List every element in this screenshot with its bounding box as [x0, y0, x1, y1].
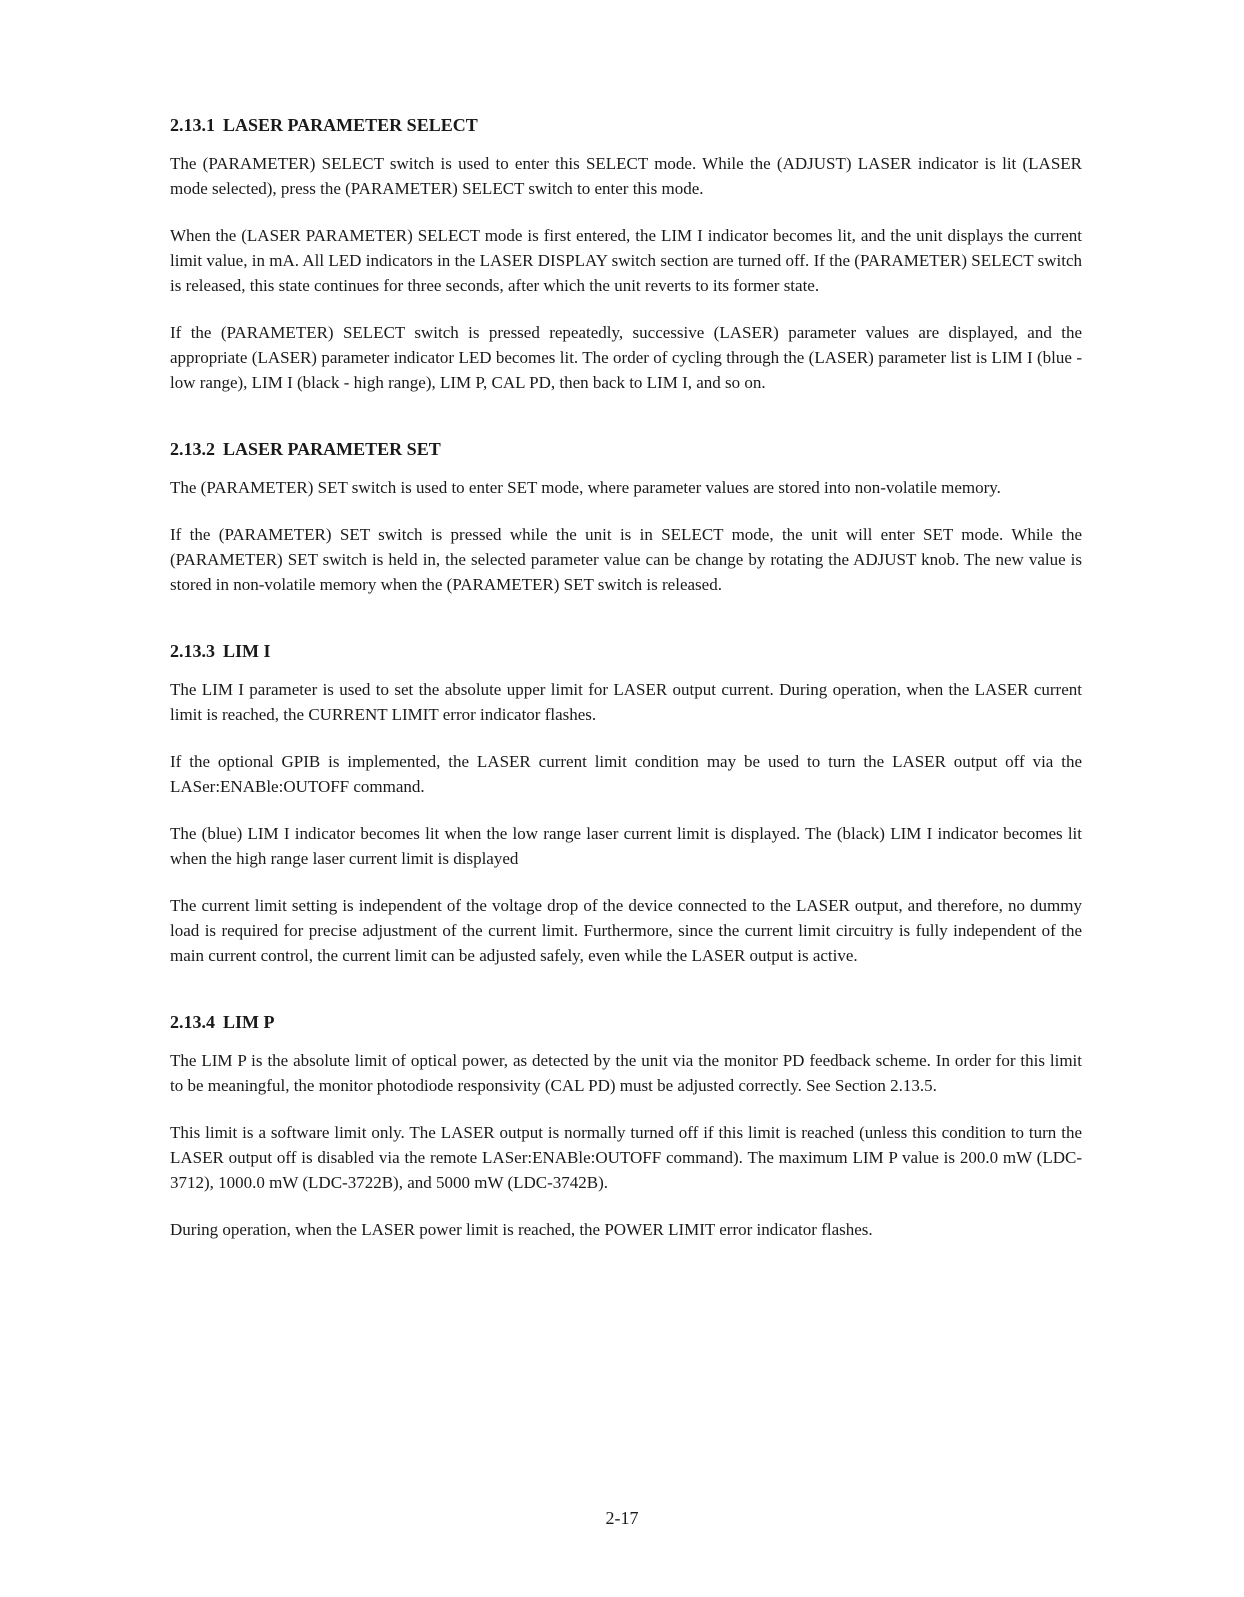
paragraph: If the (PARAMETER) SET switch is pressed while the unit is in SELECT mode, the unit will enter SET mode. While the (PARAMETER) SET switch is held in, the selected parameter value can be change by rotating the ADJUST knob. The new value is stored in non-volatile memory when the (PARAMETER) SET switch is released. — [170, 525, 1082, 594]
section-laser-parameter-set — [170, 437, 1082, 597]
paragraph: The current limit setting is independent of the voltage drop of the device connected to the LASER output, and therefore, no dummy load is required for precise adjustment of the current limit. Furthermore, since the current limit circuitry is fully independent of the main current control, the current limit can be adjusted safely, even while the LASER output is active. — [170, 896, 1082, 965]
page-number: 2-17 — [605, 1508, 639, 1528]
section-heading — [170, 1010, 1082, 1034]
section-heading — [170, 113, 1082, 137]
section-laser-parameter-select — [170, 113, 1082, 395]
paragraph: The LIM I parameter is used to set the absolute upper limit for LASER output current. During operation, when the LASER current limit is reached, the CURRENT LIMIT error indicator flashes. — [170, 680, 1082, 724]
section-title: LASER PARAMETER SET — [223, 439, 441, 459]
paragraph: The (blue) LIM I indicator becomes lit when the low range laser current limit is displayed. The (black) LIM I indicator becomes lit when the high range laser current limit is displayed — [170, 824, 1082, 868]
section-number: 2.13.4 — [170, 1012, 215, 1032]
document-page — [170, 113, 1082, 1284]
section-heading — [170, 639, 1082, 663]
section-lim-i — [170, 639, 1082, 968]
section-title: LIM P — [223, 1012, 275, 1032]
paragraph: If the (PARAMETER) SELECT switch is pressed repeatedly, successive (LASER) parameter values are displayed, and the appropriate (LASER) parameter indicator LED becomes lit. The order of cycling through the (LASER) parameter list is LIM I (blue - low range), LIM I (black - high range), LIM P, CAL PD, then back to LIM I, and so on. — [170, 323, 1082, 392]
paragraph: If the optional GPIB is implemented, the LASER current limit condition may be used to turn the LASER output off via the LASer:ENABle:OUTOFF command. — [170, 752, 1082, 796]
section-number: 2.13.1 — [170, 115, 215, 135]
paragraph: When the (LASER PARAMETER) SELECT mode is first entered, the LIM I indicator becomes lit, and the unit displays the current limit value, in mA. All LED indicators in the LASER DISPLAY switch section are turned off. If the (PARAMETER) SELECT switch is released, this state continues for three seconds, after which the unit reverts to its former state. — [170, 226, 1082, 295]
section-number: 2.13.3 — [170, 641, 215, 661]
section-title: LASER PARAMETER SELECT — [223, 115, 478, 135]
section-title: LIM I — [223, 641, 271, 661]
section-number: 2.13.2 — [170, 439, 215, 459]
paragraph: The LIM P is the absolute limit of optical power, as detected by the unit via the monitor PD feedback scheme. In order for this limit to be meaningful, the monitor photodiode responsivity (CAL PD) must be adjusted correctly. See Section 2.13.5. — [170, 1051, 1082, 1095]
paragraph: The (PARAMETER) SET switch is used to enter SET mode, where parameter values are stored into non-volatile memory. — [170, 478, 1001, 497]
paragraph: The (PARAMETER) SELECT switch is used to enter this SELECT mode. While the (ADJUST) LASER indicator is lit (LASER mode selected), press the (PARAMETER) SELECT switch to enter this mode. — [170, 154, 1082, 198]
section-lim-p — [170, 1010, 1082, 1242]
paragraph: During operation, when the LASER power limit is reached, the POWER LIMIT error indicator flashes. — [170, 1220, 873, 1239]
paragraph: This limit is a software limit only. The LASER output is normally turned off if this limit is reached (unless this condition to turn the LASER output off is disabled via the remote LASer:ENABle:OUTOFF command). The maximum LIM P value is 200.0 mW (LDC-3712), 1000.0 mW (LDC-3722B), and 5000 mW (LDC-3742B). — [170, 1123, 1082, 1192]
section-heading — [170, 437, 1082, 461]
